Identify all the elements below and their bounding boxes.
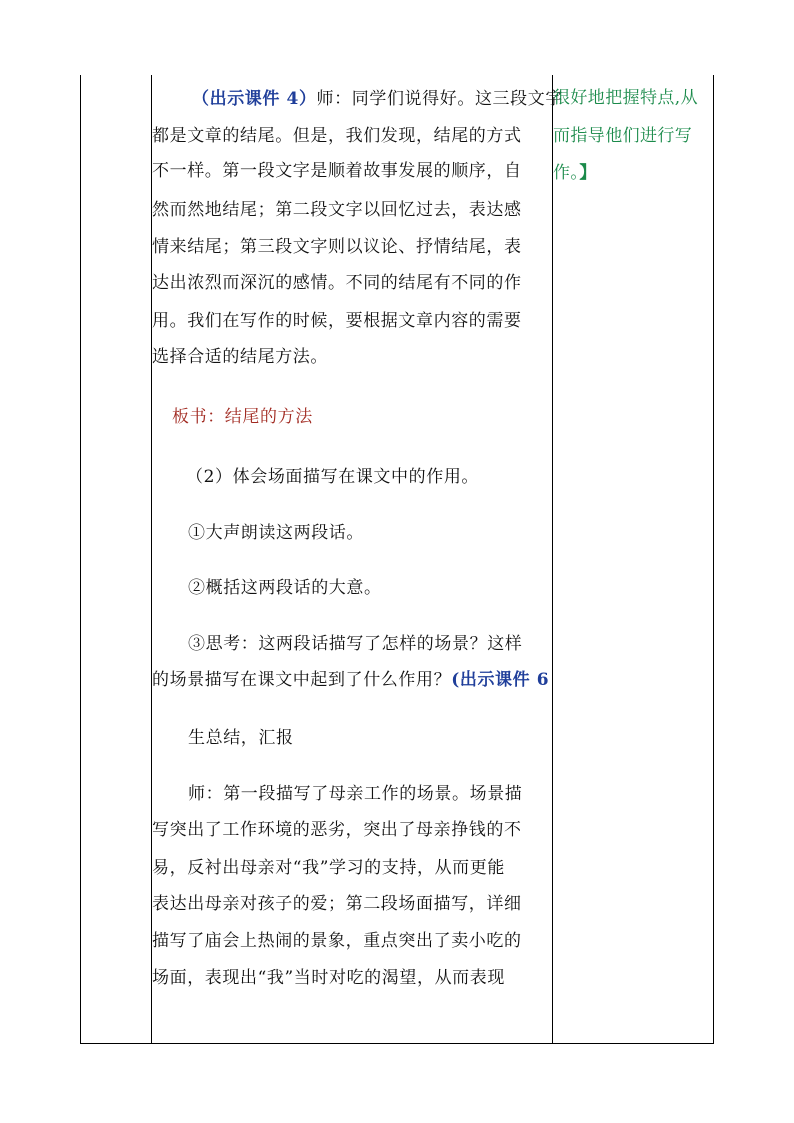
item-heading: （2）体会场面描写在课文中的作用。 <box>186 467 480 487</box>
paragraph-line: 不一样。第一段文字是顺着故事发展的顺序，自 <box>152 161 522 181</box>
paragraph-line: 用。我们在写作的时候，要根据文章内容的需要 <box>152 311 522 331</box>
board-writing: 板书：结尾的方法 <box>172 407 313 427</box>
note-line: 而指导他们进行写 <box>553 126 693 146</box>
note-line: 作。】 <box>553 163 597 183</box>
step-item: ③思考：这两段话描写了怎样的场景？这样 <box>188 634 523 654</box>
paragraph-line: 描写了庙会上热闹的景象，重点突出了卖小吃的 <box>152 931 522 951</box>
summary-line: 生总结，汇报 <box>188 728 294 748</box>
paragraph-line: 情来结尾；第三段文字则以议论、抒情结尾，表 <box>152 237 522 257</box>
paragraph-line: 场面，表现出“我”当时对吃的渴望，从而表现 <box>152 968 505 988</box>
paragraph-line: 易，反衬出母亲对“我”学习的支持，从而更能 <box>152 858 505 878</box>
table-border-bottom <box>80 1043 714 1044</box>
table-border-left <box>80 75 81 1044</box>
paragraph-line: 然而然地结尾；第二段文字以回忆过去，表达感 <box>152 200 522 220</box>
courseware-ref: (出示课件 6 <box>451 670 550 690</box>
table-border-right <box>713 75 714 1044</box>
step-item: 的场景描写在课文中起到了什么作用？(出示课件 6 <box>152 670 550 690</box>
step-item: ②概括这两段话的大意。 <box>188 578 382 598</box>
table-border-col2 <box>552 75 553 1044</box>
note-line: 很好地把握特点,从 <box>553 88 699 108</box>
courseware-ref: （出示课件 4） <box>192 89 317 109</box>
paragraph-line: 写突出了工作环境的恶劣，突出了母亲挣钱的不 <box>152 820 522 840</box>
paragraph-line: 达出浓烈而深沉的感情。不同的结尾有不同的作 <box>152 273 522 293</box>
paragraph-line: 都是文章的结尾。但是，我们发现，结尾的方式 <box>152 126 522 146</box>
step-item: ①大声朗读这两段话。 <box>188 523 364 543</box>
paragraph-line: 选择合适的结尾方法。 <box>152 347 328 367</box>
paragraph-line: 表达出母亲对孩子的爱；第二段场面描写，详细 <box>152 894 522 914</box>
paragraph-line: （出示课件 4）师：同学们说得好。这三段文字 <box>192 89 563 109</box>
paragraph-line: 师：第一段描写了母亲工作的场景。场景描 <box>188 784 523 804</box>
